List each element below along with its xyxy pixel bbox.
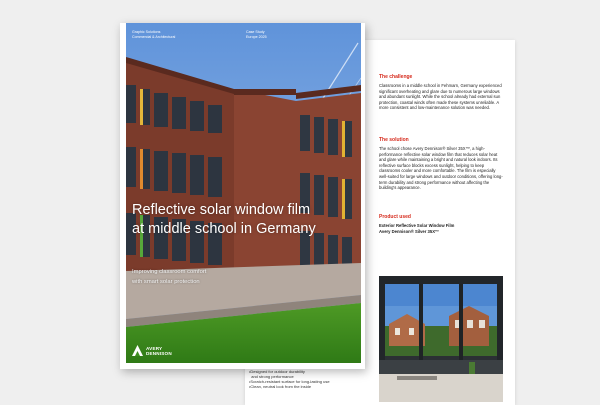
- feature-item: • Designed for outdoor durability: [249, 369, 369, 374]
- feature-list: [249, 369, 369, 389]
- subtitle-line: with smart solar protection: [132, 279, 200, 285]
- solution-body: The school chose Avery Dennison® Silver 35X™, a high-performance reflective solar window film that reduces solar heat and glare while maintaining a bright and natural look indoors. Its reflective surface blocks excess sunlight, helping to keep classrooms cooler and more comfortable. The film is especially well-suited for large windows and outdoor conditions, offering long-term durability and strong performance without affecting the building's appearance.: [379, 146, 503, 191]
- product-line-1: Exterior Reflective Solar Window Film: [379, 223, 455, 228]
- logo-mark-icon: [132, 345, 143, 356]
- solution-section: [379, 137, 505, 191]
- product-heading: Product used: [379, 214, 411, 220]
- school-building-photo: [126, 23, 361, 363]
- cover-meta-category: [132, 30, 175, 39]
- meta-line: Graphic Solutions: [132, 30, 161, 34]
- meta-line: Commercial & Architectural: [132, 34, 176, 39]
- challenge-heading: The challenge: [379, 74, 413, 80]
- title-line: at middle school in Germany: [132, 221, 316, 237]
- interior-photo: [379, 276, 503, 402]
- logo-line: DENNISON: [146, 350, 172, 356]
- feature-item: • Scratch-resistant surface for long-lasting use: [249, 379, 369, 384]
- interior-window-illustration: [379, 276, 503, 402]
- cover-subtitle: [132, 267, 272, 287]
- challenge-body: Classrooms in a middle school in Fehmarn, Germany experienced significant overheating and glare due to numerous large windows and abundant sunlight. While the school already had external sun protection, coastal winds often made these systems unreliable. A more consistent and low-maintenance solution was needed.: [379, 83, 502, 111]
- solution-heading: The solution: [379, 137, 409, 143]
- feature-item: • Clean, neutral look from the inside: [249, 384, 369, 389]
- logo-line: AVERY: [146, 345, 163, 351]
- cover-title: [132, 201, 352, 239]
- meta-line: Case Study: [246, 30, 265, 34]
- title-line: Reflective solar window film: [132, 202, 311, 218]
- cover-meta-type: [246, 30, 267, 39]
- logo-wordmark: [146, 346, 172, 356]
- feature-item: and strong performance: [251, 374, 294, 379]
- meta-line: Europe 2025: [246, 34, 267, 39]
- challenge-section: [379, 74, 505, 111]
- product-section: [379, 214, 505, 234]
- avery-dennison-logo: [132, 345, 172, 356]
- case-study-cover: [120, 23, 365, 369]
- product-line-2: Avery Dennison® Silver 35X™: [379, 228, 440, 234]
- subtitle-line: Improving classroom comfort: [132, 269, 207, 275]
- school-building-illustration: [126, 23, 361, 363]
